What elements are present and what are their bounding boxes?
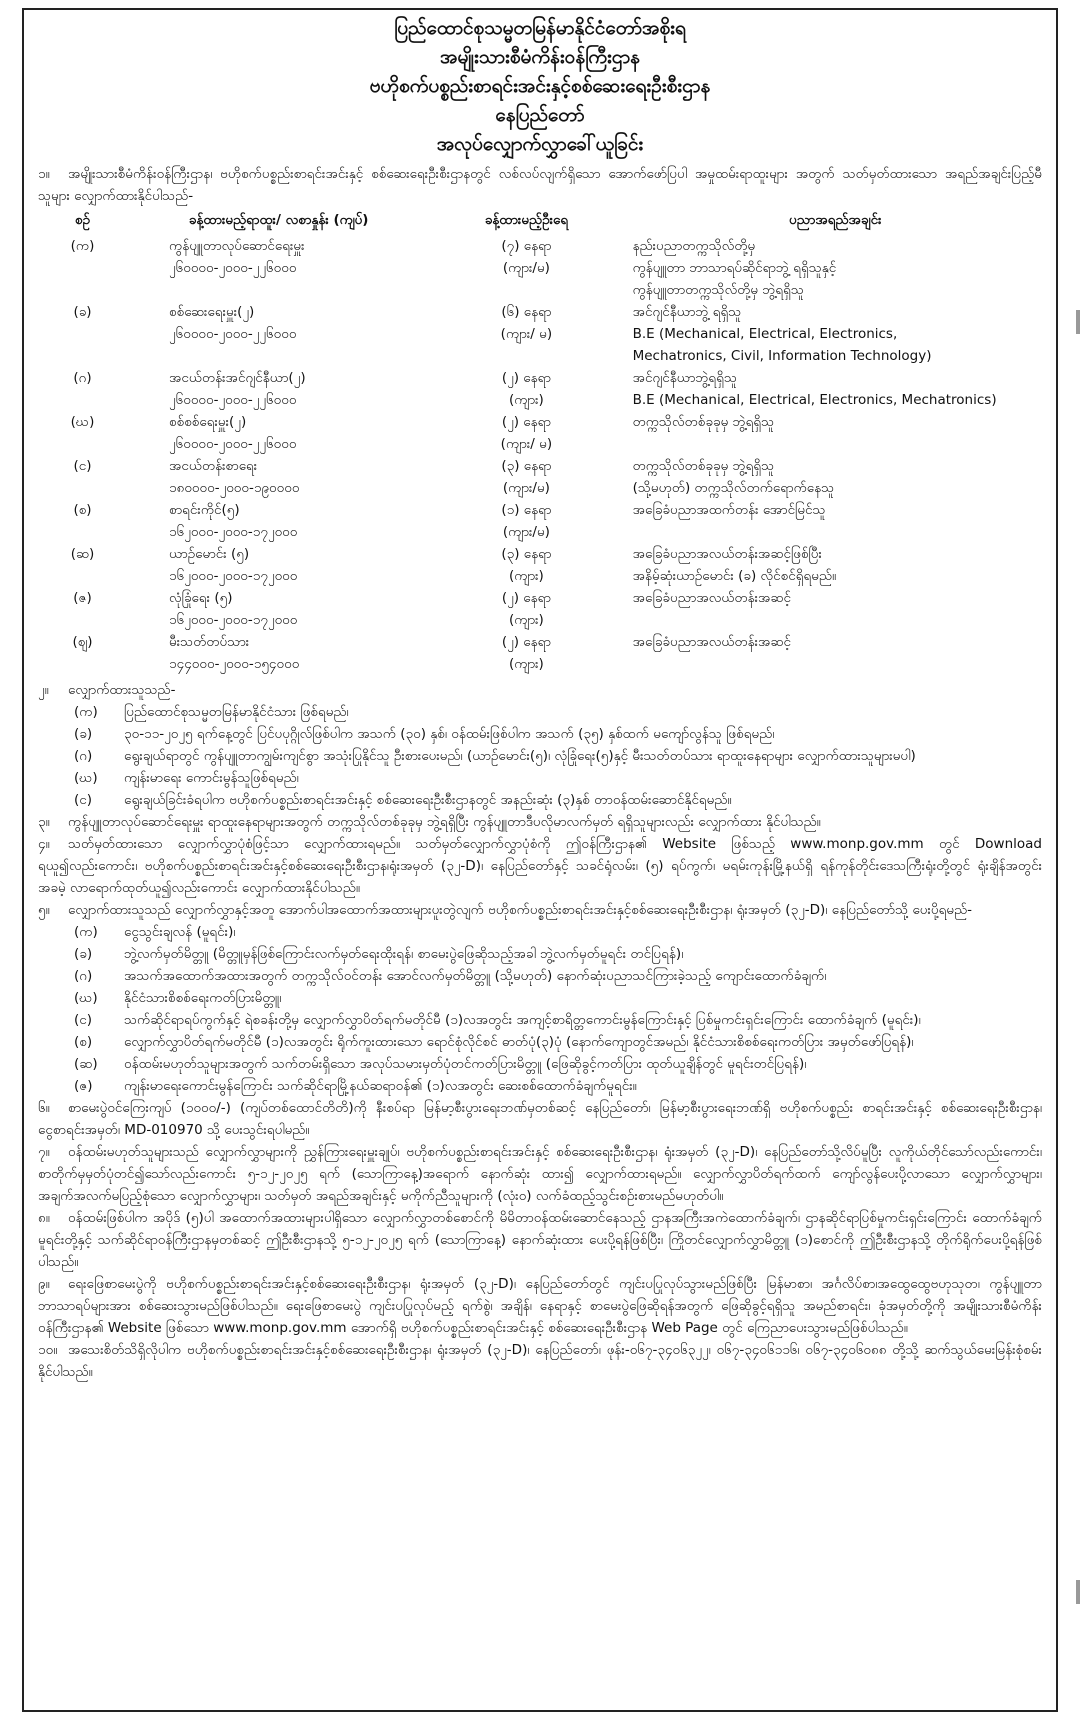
para-number: ၅။ [38,902,50,918]
count-cell [420,411,632,455]
item-text: သက်ဆိုင်ရာရပ်ကွက်နှင့် ရဲစခန်းတို့မှ လျှောက်လွှာပိတ်ရက်မတိုင်မီ (၁)လအတွင်း အကျင့်စာရိတ္တကောင်းမွန်ကြောင်းနှင့် ပြစ်မှုကင်းရှင်းကြောင်း ထောက်ခံချက် (မူရင်း)၊ [124,1012,921,1028]
item-label: (ဃ) [74,770,98,786]
qualification-cell [633,235,1038,301]
item-label: (ခ) [74,946,93,962]
list-item [24,1053,1056,1075]
position-title: မီးသတ်တပ်သား [169,634,250,650]
vacancy-count: (၆) နေရာ [501,304,552,320]
para-number: ၁၀။ [38,1342,58,1358]
count-cell [420,631,632,675]
position-cell [127,587,420,631]
qualification-line: နည်းပညာတက္ကသိုလ်တို့မှ [632,238,756,254]
gender-eligibility: (ကျား/ မ) [500,436,553,452]
pay-scale: ၁၆၂၀၀၀-၂၀၀၀-၁၇၂၀၀၀ [169,524,298,540]
para-number: ၂။ [38,682,49,698]
position-cell [127,301,420,367]
position-title: စစ်စစ်ရေးမှူး(၂) [169,414,247,430]
item-text: ဘွဲ့လက်မှတ်မိတ္တူ (မိတ္တူမှန်ဖြစ်ကြောင်းလက်မှတ်ရေးထိုးရန်၊ စာမေးပွဲဖြေဆိုသည့်အခါ ဘွဲ့လက်မှတ်မူရင်း တင်ပြရန်)၊ [124,946,684,962]
list-item [24,745,1056,767]
item-label: (ဇ) [74,1078,93,1094]
scan-edge-mark [1076,310,1080,334]
vacancy-count: (၁) နေရာ [501,502,552,518]
table-row [38,455,1038,499]
item-label: (င) [74,1012,93,1028]
header-line-ministry: အမျိုးသားစီမံကိန်းဝန်ကြီးဌာန [440,46,640,68]
header-no: စဉ် [74,212,91,228]
row-number: (ဃ) [70,414,95,430]
table-header-row [38,209,1038,235]
section-7 [24,1141,1056,1207]
jobs-body [38,235,1038,675]
qualification-line: ကွန်ပျူတာတက္ကသိုလ်တို့မှ ဘွဲ့ရရှိသူ [632,282,804,298]
header [24,14,1056,159]
qualification-cell [633,455,1038,499]
item-label: (ဂ) [74,748,93,764]
para-number: ၃။ [38,814,50,830]
count-cell [420,367,632,411]
pay-scale: ၁၆၂၀၀၀-၂၀၀၀-၁၇၂၀၀၀ [169,612,298,628]
pay-scale: ၂၆၀၀၀၀-၂၀၀၀-၂၂၆၀၀၀ [169,392,297,408]
pay-scale: ၂၆၀၀၀၀-၂၀၀၀-၂၂၆၀၀၀ [169,260,297,276]
table-row [38,235,1038,301]
list-item [24,943,1056,965]
qualification-line: B.E (Mechanical, Electrical, Electronics, [632,326,898,342]
row-number: (က) [70,238,95,254]
jobs-table [38,209,1038,675]
scan-edge-mark [1076,1580,1080,1604]
qualification-line: အခြေခံပညာအထက်တန်း အောင်မြင်သူ [632,502,826,518]
qualification-line: B.E (Mechanical, Electrical, Electronics, Mechatronics) [632,392,997,408]
list-item [24,1009,1056,1031]
qualification-line: (သို့မဟုတ်) တက္ကသိုလ်တက်ရောက်နေသူ [632,480,835,496]
vacancy-count: (၂) နေရာ [501,634,551,650]
vacancy-count: (၂) နေရာ [501,370,551,386]
qualification-cell [633,367,1038,411]
count-cell [420,543,632,587]
qualification-line: အခြေခံပညာအလယ်တန်းအဆင့် [632,590,791,606]
table-row [38,587,1038,631]
qualification-cell [633,499,1038,543]
item-label: (စ) [74,1034,93,1050]
position-title: စာရင်းကိုင်(၅) [169,502,240,518]
table-row [38,543,1038,587]
qualification-line: တက္ကသိုလ်တစ်ခုခုမှ ဘွဲ့ရရှိသူ [632,458,775,474]
item-text: အသက်အထောက်အထားအတွက် တက္ကသိုလ်ဝင်တန်း အောင်လက်မှတ်မိတ္တူ (သို့မဟုတ်) နောက်ဆုံးပညာသင်ကြားခဲ့သည့် ကျောင်းထောက်ခံချက်၊ [124,968,827,984]
row-number: (ဇ) [73,590,92,606]
qualification-cell [633,631,1038,675]
position-cell [127,411,420,455]
vacancy-count: (၃) နေရာ [501,458,552,474]
header-line-city: နေပြည်တော် [495,104,585,126]
pay-scale: ၂၆၀၀၀၀-၂၀၀၀-၂၂၆၀၀၀ [169,436,297,452]
pay-scale: ၁၄၄၀၀၀-၂၀၀၀-၁၅၄၀၀၀ [169,656,300,672]
gender-eligibility: (ကျား) [508,392,544,408]
qualification-line: အနိမ့်ဆုံးယာဉ်မောင်း (ခ) လိုင်စင်ရှိရမည်။ [632,568,837,584]
position-title: ကွန်ပျူတာလုပ်ဆောင်ရေးမှူး [169,238,305,254]
para-text: အမျိုးသားစီမံကိန်းဝန်ကြီးဌာန၊ ဗဟိုစက်ပစ္စည်းစာရင်းအင်းနှင့် စစ်ဆေးရေးဦးစီးဌာနတွင် လစ်လပ်လျက်ရှိသော အောက်ဖော်ပြပါ အမှုထမ်းရာထူးများ အတွက် သတ်မှတ်ထားသော အရည်အချင်းပြည့်မီသူများ လျှောက်ထားနိုင်ပါသည်- [38,166,1042,204]
para-text: ကွန်ပျူတာလုပ်ဆောင်ရေးမှူး ရာထူးနေရာများအတွက် တက္ကသိုလ်တစ်ခုခုမှ ဘွဲ့ရရှိပြီး ကွန်ပျူတာဒီပလိုမာလက်မှတ် ရရှိသူများလည်း လျှောက်ထား နိုင်ပါသည်။ [68,814,821,830]
item-label: (ဂ) [74,968,93,984]
qualification-line: အင်ဂျင်နီယာဘွဲ့ ရရှိသူ [632,304,742,320]
position-title: အငယ်တန်းစာရေး [169,458,258,474]
item-text: နိုင်ငံသားစိစစ်ရေးကတ်ပြားမိတ္တူ၊ [124,990,282,1006]
list-item [24,723,1056,745]
qualification-line: တက္ကသိုလ်တစ်ခုခုမှ ဘွဲ့ရရှိသူ [632,414,775,430]
count-cell [420,587,632,631]
position-title: ယာဉ်မောင်း (၅) [169,546,250,562]
position-cell [127,631,420,675]
row-number: (ဂ) [73,370,92,386]
para-number: ၁။ [38,166,50,182]
pay-scale: ၁၆၂၀၀၀-၂၀၀၀-၁၇၂၀၀၀ [169,568,298,584]
qualification-line: အခြေခံပညာအလယ်တန်းအဆင့် [632,634,791,650]
para-number: ၄။ [38,836,50,852]
qualification-line: အင်ဂျင်နီယာဘွဲ့ရရှိသူ [632,370,737,386]
qualification-line: အခြေခံပညာအလယ်တန်းအဆင့်ဖြစ်ပြီး [632,546,822,562]
section-2-items [24,701,1056,811]
list-item [24,789,1056,811]
qualification-cell [633,543,1038,587]
item-text: ဝန်ထမ်းမဟုတ်သူများအတွက် သက်တမ်းရှိသော အလုပ်သမားမှတ်ပုံတင်ကတ်ပြားမိတ္တူ (ဖြေဆိုခွင့်ကတ်ပြား ထုတ်ယူချိန်တွင် မူရင်းတင်ပြရန်)၊ [124,1056,807,1072]
item-label: (ဃ) [74,990,98,1006]
pay-scale: ၂၆၀၀၀၀-၂၀၀၀-၂၂၆၀၀၀ [169,326,297,342]
count-cell [420,499,632,543]
item-label: (ခ) [74,726,93,742]
qualification-line: Mechatronics, Civil, Information Technology) [632,348,932,364]
item-label: (က) [74,704,98,720]
row-number: (ခ) [73,304,92,320]
position-cell [127,235,420,301]
para-text: သတ်မှတ်ထားသော လျှောက်လွှာပုံစံဖြင့်သာ လျှောက်ထားရမည်။ သတ်မှတ်လျှောက်လွှာပုံစံကို ဤဝန်ကြီးဌာန၏ Website ဖြစ်သည့် www.monp.gov.mm တွင် Download ရယူ၍လည်းကောင်း၊ ဗဟိုစက်ပစ္စည်းစာရင်းအင်းနှင့်စစ်ဆေးရေးဦးစီးဌာန၊ရုံးအမှတ် (၃၂-D)၊ နေပြည်တော်နှင့် သခင်ရုံလမ်း၊ (၅) ရပ်ကွက်၊ မရမ်းကုန်းမြို့နယ်ရှိ ရန်ကုန်တိုင်းဒေသကြီးရုံးတို့တွင် ရုံးချိန်အတွင်း အခမဲ့ လာရောက်ထုတ်ယူ၍လည်းကောင်း လျှောက်ထားနိုင်ပါသည်။ [38,836,1042,896]
para-number: ၈။ [38,1210,50,1226]
section-6 [24,1097,1056,1141]
table-row [38,301,1038,367]
gender-eligibility: (ကျား/မ) [502,480,550,496]
announcement-frame [22,8,1058,1712]
count-cell [420,301,632,367]
para-text: လျှောက်ထားသူသည်- [68,682,176,698]
count-cell [420,455,632,499]
item-label: (ဆ) [74,1056,98,1072]
qualification-cell [633,301,1038,367]
position-title: စစ်ဆေးရေးမှူး(၂) [169,304,255,320]
section-10 [24,1339,1056,1383]
para-number: ၉။ [38,1276,50,1292]
header-position: ခန့်ထားမည့်ရာထူး/ လစာနှုန်း (ကျပ်) [188,212,369,228]
item-label: (က) [74,924,98,940]
list-item [24,1075,1056,1097]
list-item [24,1031,1056,1053]
section-8 [24,1207,1056,1273]
para-text: ရေးဖြေစာမေးပွဲကို ဗဟိုစက်ပစ္စည်းစာရင်းအင်းနှင့်စစ်ဆေးရေးဦးစီးဌာန၊ ရုံးအမှတ် (၃၂-D)၊ နေပြည်တော်တွင် ကျင်းပပြုလုပ်သွားမည်ဖြစ်ပြီး မြန်မာစာ၊ အင်္ဂလိပ်စာ၊အထွေထွေဗဟုသုတ၊ ကွန်ပျူတာဘာသာရပ်များအား စစ်ဆေးသွားမည်ဖြစ်ပါသည်။ ရေးဖြေစာမေးပွဲ ကျင်းပပြုလုပ်မည့် ရက်စွဲ၊ အချိန်၊ နေရာနှင့် စာမေးပွဲဖြေဆိုရန်အတွက် ဖြေဆိုခွင့်ရရှိသူ အမည်စာရင်း၊ ခုံအမှတ်တို့ကို အမျိုးသားစီမံကိန်းဝန်ကြီးဌာန၏ Website ဖြစ်သော www.monp.gov.mm အောက်ရှိ ဗဟိုစက်ပစ္စည်းစာရင်းအင်းနှင့် စစ်ဆေးရေးဦးစီးဌာန Web Page တွင် ကြေညာပေးသွားမည်ဖြစ်ပါသည်။ [38,1276,1042,1336]
section-4 [24,833,1056,899]
position-cell [127,543,420,587]
gender-eligibility: (ကျား/မ) [502,524,550,540]
item-text: ကျန်းမာရေး ကောင်းမွန်သူဖြစ်ရမည်၊ [124,770,299,786]
list-item [24,701,1056,723]
para-text: အသေးစိတ်သိရှိလိုပါက ဗဟိုစက်ပစ္စည်းစာရင်းအင်းနှင့်စစ်ဆေးရေးဦးစီးဌာန၊ ရုံးအမှတ် (၃၂-D)၊ နေပြည်တော်၊ ဖုန်း-၀၆၇-၃၄၀၆၃၂၂၊ ၀၆၇-၃၄၀၆၁၁၆၊ ၀၆၇-၃၄၀၆၀၈၈ တို့သို့ ဆက်သွယ်မေးမြန်းစုံစမ်းနိုင်ပါသည်။ [38,1342,1042,1380]
para-number: ၇။ [38,1144,50,1160]
position-cell [127,499,420,543]
list-item [24,921,1056,943]
list-item [24,987,1056,1009]
row-number: (င) [73,458,92,474]
row-number: (ဈ) [72,634,93,650]
qualification-cell [633,587,1038,631]
header-line-government: ပြည်ထောင်စုသမ္မတမြန်မာနိုင်ငံတော်အစိုးရ [394,17,686,39]
row-number: (ဆ) [70,546,95,562]
header-count: ခန့်ထားမည့်ဦးရေ [484,212,569,228]
item-text: ၃၀-၁၁-၂၀၂၅ ရက်နေ့တွင် ပြင်ပပုဂ္ဂိုလ်ဖြစ်ပါက အသက် (၃၀) နှစ်၊ ဝန်ထမ်းဖြစ်ပါက အသက် (၃၅) နှစ်ထက် မကျော်လွန်သူ ဖြစ်ရမည်၊ [124,726,775,742]
section-5 [24,899,1056,921]
table-row [38,411,1038,455]
gender-eligibility: (ကျား) [508,612,544,628]
position-cell [127,455,420,499]
gender-eligibility: (ကျား) [508,656,544,672]
header-line-title: အလုပ်လျှောက်လွှာခေါ်ယူခြင်း [436,133,644,155]
gender-eligibility: (ကျား) [508,568,544,584]
pay-scale: ၁၈၀၀၀၀-၂၀၀၀-၁၉၀၀၀၀ [169,480,300,496]
para-text: စာမေးပွဲဝင်ကြေးကျပ် (၁၀၀၀/-) (ကျပ်တစ်ထောင်တိတိ)ကို နီးစပ်ရာ မြန်မာ့စီးပွားရေးဘဏ်မှတစ်ဆင့် နေပြည်တော်၊ မြန်မာ့စီးပွားရေးဘဏ်ရှိ ဗဟိုစက်ပစ္စည်း စာရင်းအင်းနှင့် စစ်ဆေးရေးဦးစီးဌာန၊ ငွေစာရင်းအမှတ်၊ MD-010970 သို့ ပေးသွင်းရပါမည်။ [38,1100,1042,1138]
item-text: ရွေးချယ်ခြင်းခံရပါက ဗဟိုစက်ပစ္စည်းစာရင်းအင်းနှင့် စစ်ဆေးရေးဦးစီးဌာနတွင် အနည်းဆုံး (၃)နှစ် တာဝန်ထမ်းဆောင်နိုင်ရမည်။ [124,792,732,808]
para-number: ၆။ [38,1100,50,1116]
section-3 [24,811,1056,833]
row-number: (စ) [73,502,92,518]
section-2 [24,679,1056,701]
para-text: ဝန်ထမ်းမဟုတ်သူများသည် လျှောက်လွှာများကို ညွှန်ကြားရေးမှူးချုပ်၊ ဗဟိုစက်ပစ္စည်းစာရင်းအင်းနှင့် စစ်ဆေးရေးဦးစီးဌာန၊ ရုံးအမှတ် (၃၂-D)၊ နေပြည်တော်သို့လိပ်မူပြီး လူကိုယ်တိုင်သော်လည်းကောင်း၊ စာတိုက်မှမှတ်ပုံတင်၍သော်လည်းကောင်း ၅-၁၂-၂၀၂၅ ရက် (သောကြာနေ့)အရောက် နောက်ဆုံး ထား၍ လျှောက်ထားရမည်။ လျှောက်လွှာပိတ်ရက်ထက် ကျော်လွန်ပေးပို့လာသော လျှောက်လွှာများ၊ အချက်အလက်မပြည့်စုံသော လျှောက်လွှာများ၊ သတ်မှတ် အရည်အချင်းနှင့် မကိုက်ညီသူများကို (လုံးဝ) လက်ခံထည့်သွင်းစဉ်းစားမည်မဟုတ်ပါ။ [38,1144,1042,1204]
list-item [24,767,1056,789]
item-text: လျှောက်လွှာပိတ်ရက်မတိုင်မီ (၁)လအတွင်း ရိုက်ကူးထားသော ရောင်စုံလိုင်စင် ဓာတ်ပုံ(၃)ပုံ (နောက်ကျောတွင်အမည်၊ နိုင်ငံသားစိစစ်ရေးကတ်ပြား အမှတ်ဖော်ပြရန်)၊ [124,1034,914,1050]
item-text: ငွေသွင်းချလန် (မူရင်း)၊ [124,924,236,940]
header-qualification: ပညာအရည်အချင်း [789,212,882,228]
table-row [38,367,1038,411]
gender-eligibility: (ကျား/ မ) [500,326,553,342]
qualification-line: ကွန်ပျူတာ ဘာသာရပ်ဆိုင်ရာဘွဲ့ ရရှိသူနှင့် [632,260,837,276]
item-text: ကျန်းမာရေးကောင်းမွန်ကြောင်း သက်ဆိုင်ရာမြို့နယ်ဆရာဝန်၏ (၁)လအတွင်း ဆေးစစ်ထောက်ခံချက်မူရင်း။ [124,1078,637,1094]
vacancy-count: (၂) နေရာ [501,414,551,430]
section-5-items [24,921,1056,1097]
qualification-cell [633,411,1038,455]
item-text: ရွေးချယ်ရာတွင် ကွန်ပျူတာကျွမ်းကျင်စွာ အသုံးပြုနိုင်သူ ဦးစားပေးမည်၊ (ယာဉ်မောင်း(၅)၊ လုံခြုံရေး(၅)နှင့် မီးသတ်တပ်သား ရာထူးနေရာများ လျှောက်ထားသူများမပါ) [124,748,916,764]
item-text: ပြည်ထောင်စုသမ္မတမြန်မာနိုင်ငံသား ဖြစ်ရမည်၊ [124,704,349,720]
position-cell [127,367,420,411]
item-label: (င) [74,792,93,808]
gender-eligibility: (ကျား/မ) [502,260,550,276]
position-title: အငယ်တန်းအင်ဂျင်နီယာ(၂) [169,370,306,386]
list-item [24,965,1056,987]
para-text: လျှောက်ထားသူသည် လျှောက်လွှာနှင့်အတူ အောက်ပါအထောက်အထားများပူးတွဲလျက် ဗဟိုစက်ပစ္စည်းစာရင်းအင်းနှင့်စစ်ဆေးရေးဦးစီးဌာန၊ ရုံးအမှတ် (၃၂-D)၊ နေပြည်တော်သို့ ပေးပို့ရမည်- [68,902,972,918]
header-line-department: ဗဟိုစက်ပစ္စည်းစာရင်းအင်းနှင့်စစ်ဆေးရေးဦးစီးဌာန [369,75,711,97]
position-title: လုံခြုံရေး (၅) [169,590,233,606]
vacancy-count: (၂) နေရာ [501,590,551,606]
vacancy-count: (၇) နေရာ [501,238,552,254]
count-cell [420,235,632,301]
table-row [38,499,1038,543]
intro-paragraph [24,163,1056,207]
table-row [38,631,1038,675]
section-9 [24,1273,1056,1339]
para-text: ဝန်ထမ်းဖြစ်ပါက အပိုဒ် (၅)ပါ အထောက်အထားများပါရှိသော လျှောက်လွှာတစ်စောင်ကို မိမိတာဝန်ထမ်းဆောင်နေသည့် ဌာနအကြီးအကဲထောက်ခံချက်၊ ဌာနဆိုင်ရာပြစ်မှုကင်းရှင်းကြောင်း ထောက်ခံချက်မူရင်းတို့နှင့် သက်ဆိုင်ရာဝန်ကြီးဌာနမှတစ်ဆင့် ဤဦးစီးဌာနသို့ ၅-၁၂-၂၀၂၅ ရက် (သောကြာနေ့) နောက်ဆုံးထား ပေးပို့ရန်ဖြစ်ပြီး၊ ကြိုတင်လျှောက်လွှာမိတ္တူ (၁)စောင်ကို ဤဦးစီးဌာနသို့ တိုက်ရိုက်ပေးပို့ရန်ဖြစ်ပါသည်။ [38,1210,1042,1270]
vacancy-count: (၃) နေရာ [501,546,552,562]
